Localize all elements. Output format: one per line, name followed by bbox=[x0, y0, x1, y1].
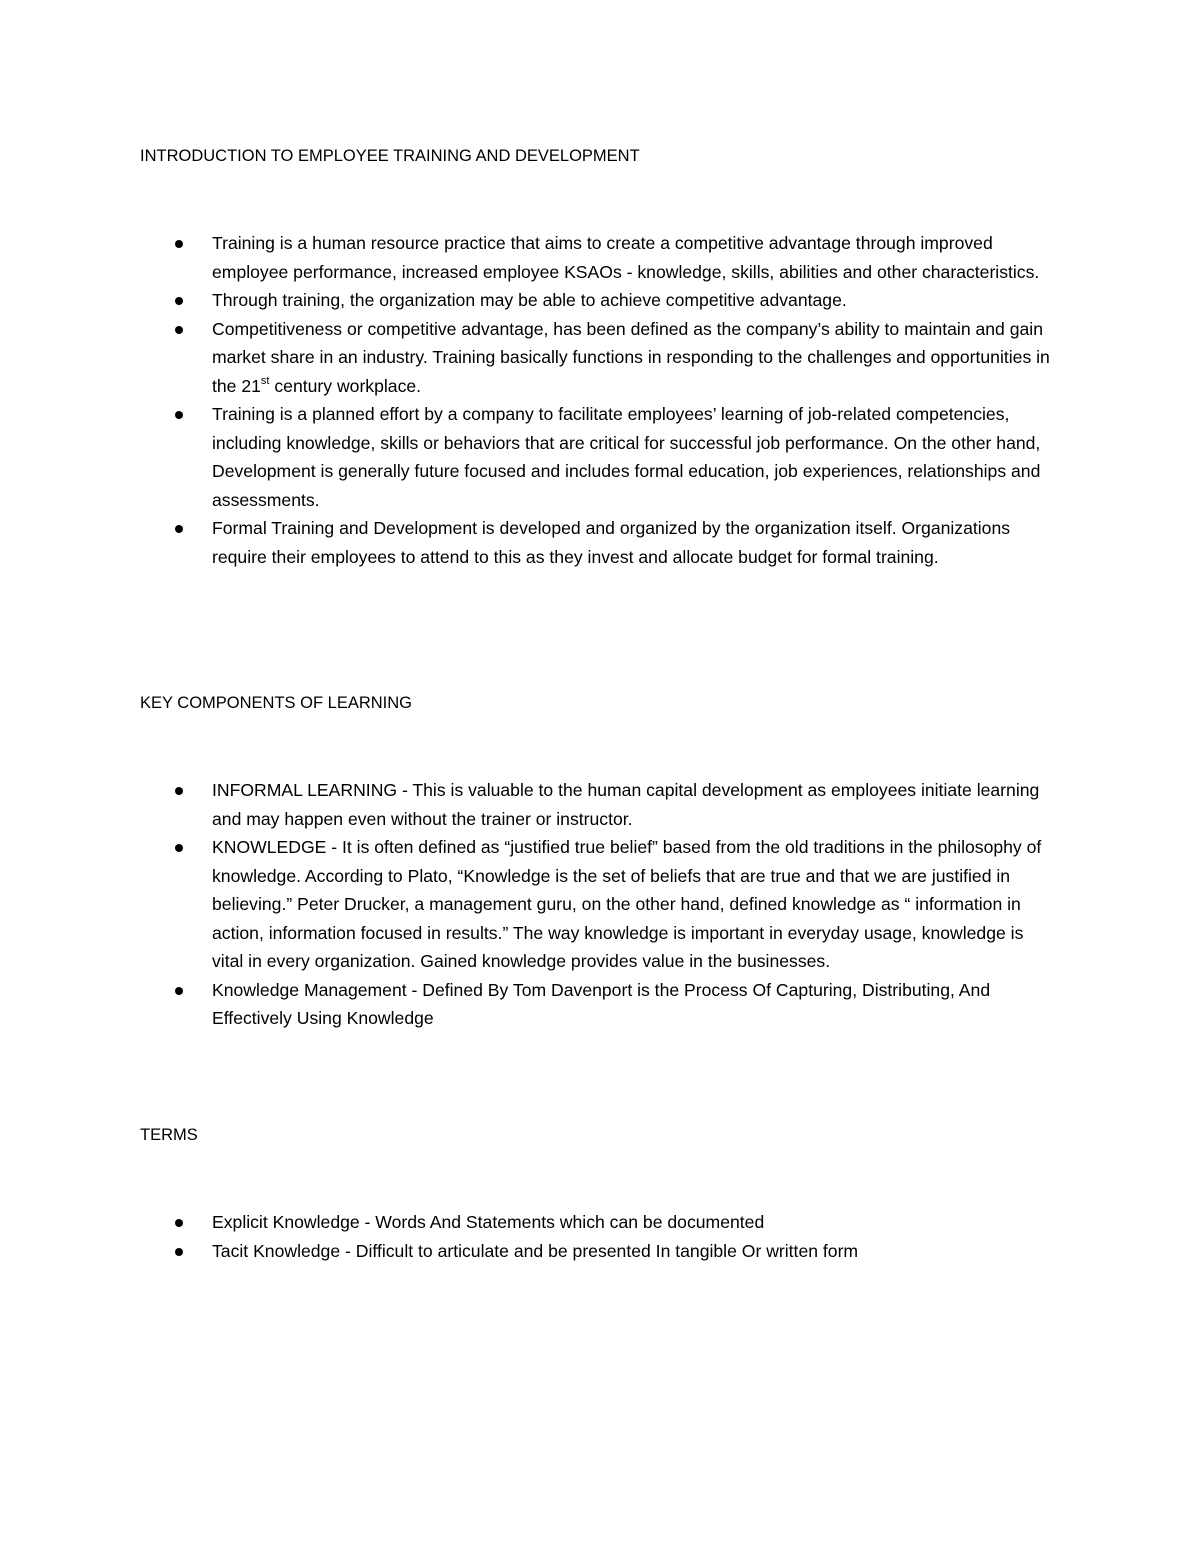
bullet-icon bbox=[175, 787, 183, 795]
section-heading-key-components: KEY COMPONENTS OF LEARNING bbox=[140, 694, 412, 712]
list-item bbox=[0, 315, 1050, 401]
bullet-icon bbox=[175, 525, 183, 533]
list-item bbox=[0, 229, 1050, 286]
list-item bbox=[0, 400, 1050, 514]
bullet-icon bbox=[175, 326, 183, 334]
list-item bbox=[0, 1237, 1050, 1266]
bullet-icon bbox=[175, 240, 183, 248]
bullet-icon bbox=[175, 1248, 183, 1256]
list-item-text: Training is a human resource practice that aims to create a competitive advantage through improved employee performance, increased employee KSAOs - knowledge, skills, abilities and other characteristics. bbox=[212, 233, 1040, 282]
bullet-icon bbox=[175, 844, 183, 852]
list-item bbox=[0, 833, 1050, 976]
list-item bbox=[0, 514, 1050, 571]
list-item bbox=[0, 1208, 1050, 1237]
list-item-text: Knowledge Management - Defined By Tom Davenport is the Process Of Capturing, Distributing, And Effectively Using Knowledge bbox=[212, 979, 991, 1028]
list-item-text: Formal Training and Development is developed and organized by the organization itself. Organizations require their employees to attend to this as they invest and allocate budget for formal training. bbox=[212, 518, 1011, 567]
bullet-icon bbox=[175, 297, 183, 305]
section-heading-terms: TERMS bbox=[140, 1126, 198, 1144]
list-item-text: Through training, the organization may be able to achieve competitive advantage. bbox=[212, 290, 847, 310]
introduction-bullet-list bbox=[0, 229, 1050, 571]
list-item-text: INFORMAL LEARNING - This is valuable to the human capital development as employees initiate learning and may happen even without the trainer or instructor. bbox=[212, 780, 1040, 829]
superscript-suffix: st bbox=[260, 374, 270, 387]
list-item-text: KNOWLEDGE - It is often defined as “justified true belief” based from the old traditions in the philosophy of knowledge. According to Plato, “Knowledge is the set of beliefs that are true and that we are justified in believing.” Peter Drucker, a management guru, on the other hand, defined knowledge as “ information in action, information focused in results.” The way knowledge is important in everyday usage, knowledge is vital in every organization. Gained knowledge provides value in the businesses. bbox=[212, 837, 1042, 971]
bullet-icon bbox=[175, 987, 183, 995]
bullet-icon bbox=[175, 411, 183, 419]
list-item-text: Competitiveness or competitive advantage, has been defined as the company’s ability to maintain and gain market share in an industry. Training basically functions in responding to the challenges and opportunities in the 21st century workplace. bbox=[212, 318, 1050, 396]
terms-bullet-list bbox=[0, 1208, 1050, 1265]
list-item bbox=[0, 776, 1050, 833]
list-item-text: Tacit Knowledge - Difficult to articulate and be presented In tangible Or written form bbox=[212, 1240, 859, 1261]
list-item-text: Explicit Knowledge - Words And Statements which can be documented bbox=[212, 1212, 765, 1232]
section-heading-introduction: INTRODUCTION TO EMPLOYEE TRAINING AND DEVELOPMENT bbox=[140, 147, 640, 165]
list-item bbox=[0, 286, 1050, 315]
key-components-bullet-list bbox=[0, 776, 1050, 1033]
list-item-text: Training is a planned effort by a company to facilitate employees’ learning of job-related competencies, including knowledge, skills or behaviors that are critical for successful job performance. On the other hand, Development is generally future focused and includes formal education, job experiences, relationships and assessments. bbox=[212, 404, 1041, 510]
bullet-icon bbox=[175, 1219, 183, 1227]
list-item bbox=[0, 976, 1050, 1033]
